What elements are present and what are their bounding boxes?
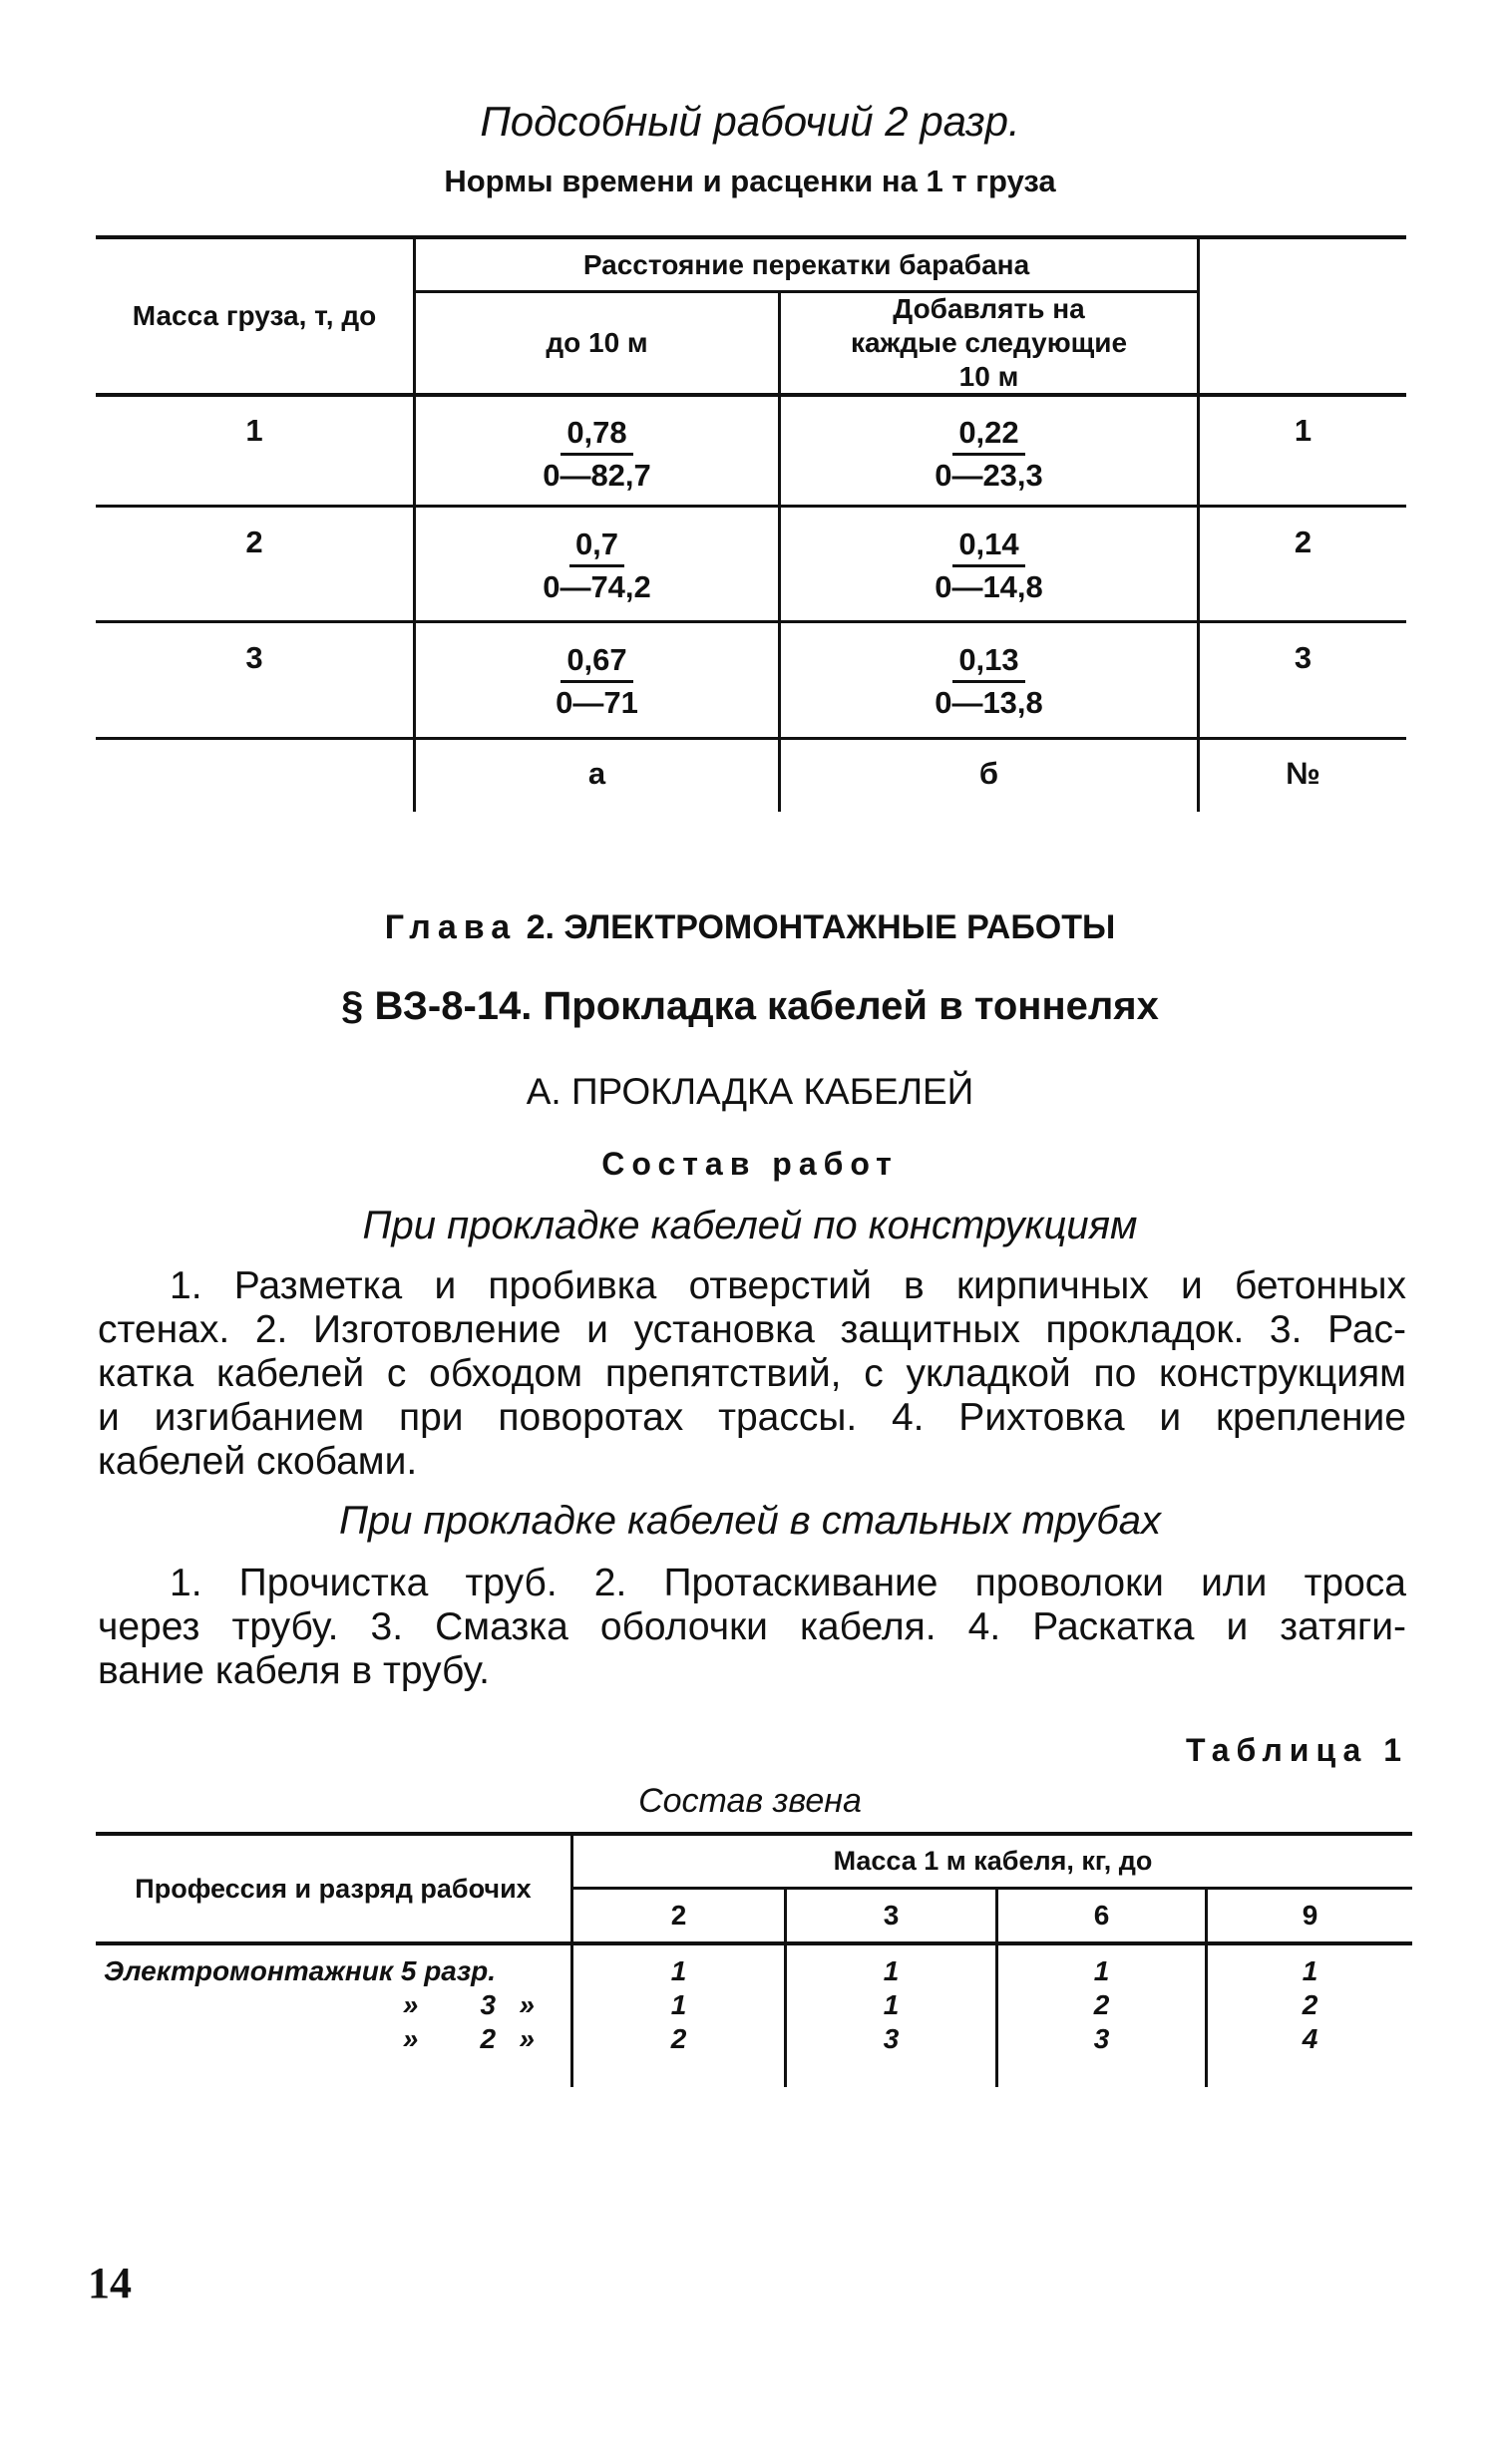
profession-row: » 3 » — [402, 1989, 535, 2020]
col-b-header: Добавлять на каждые следующие 10 м — [850, 293, 1128, 392]
col-9-header: 9 — [1302, 1900, 1318, 1931]
para2-line: через трубу. 3. Смазка оболочки кабеля. 4. Раскатка и затяги- — [98, 1605, 1406, 1648]
crew-value: 4 — [1302, 2023, 1318, 2054]
footer-no: № — [1286, 756, 1320, 791]
footer-a: а — [587, 756, 606, 791]
row2-no: 2 — [1294, 525, 1312, 559]
crew-value: 1 — [670, 1955, 687, 1986]
paragraph-pipes — [98, 1562, 1406, 1693]
section-title: § ВЗ-8-14. Прокладка кабелей в тоннелях — [341, 984, 1159, 1028]
col-group-header: Расстояние перекатки барабана — [582, 248, 1030, 280]
profession-row: Электромонтажник 5 разр. — [104, 1955, 497, 1986]
chapter-label: Глава — [384, 908, 518, 946]
para2-line: 1. Прочистка труб. 2. Протаскивание проволоки или троса — [170, 1562, 1406, 1604]
row1-a — [416, 413, 778, 496]
profession-row: » 2 » — [402, 2023, 535, 2054]
table-label: Таблица 1 — [1185, 1732, 1408, 1768]
col-mass-group-header: Масса 1 м кабеля, кг, до — [833, 1846, 1153, 1876]
row1-b-time: 0,22 — [952, 413, 1024, 456]
crew-value: 1 — [883, 1989, 900, 2020]
row1-a-rate: 0—82,7 — [543, 458, 651, 493]
crew-value: 3 — [1093, 2023, 1110, 2054]
row1-b-rate: 0—23,3 — [935, 458, 1043, 493]
row3-mass: 3 — [245, 640, 263, 675]
sub-heading-constructions: При прокладке кабелей по конструкциям — [362, 1204, 1138, 1247]
col-6-header: 6 — [1093, 1900, 1110, 1931]
para1-line: кабелей скобами. — [98, 1440, 418, 1483]
para1-line: 1. Разметка и пробивка отверстий в кирпичных и бетонных — [170, 1264, 1406, 1307]
para2-line: вание кабеля в трубу. — [98, 1649, 490, 1692]
crew-value: 2 — [1302, 1989, 1318, 2020]
row1-b — [781, 413, 1197, 496]
page-number: 14 — [88, 2259, 132, 2307]
crew-value: 2 — [1093, 1989, 1110, 2020]
row3-a-time: 0,67 — [561, 640, 632, 683]
row2-b-rate: 0—14,8 — [935, 569, 1043, 604]
para1-line: и изгибанием при поворотах трассы. 4. Рихтовка и крепление — [98, 1396, 1406, 1439]
col-2-header: 2 — [670, 1900, 687, 1931]
chapter-heading — [0, 905, 1500, 949]
row3-b-time: 0,13 — [952, 640, 1024, 683]
row1-no: 1 — [1294, 413, 1312, 448]
work-composition-heading: Состав работ — [601, 1146, 899, 1182]
para1-line: катка кабелей с обходом препятствий, с укладкой по конструкциям — [98, 1352, 1406, 1395]
crew-table — [96, 1832, 1412, 2071]
row2-a — [416, 525, 778, 607]
footer-b: б — [978, 756, 999, 791]
row1-mass: 1 — [245, 413, 263, 448]
crew-value: 1 — [1093, 1955, 1110, 1986]
col-mass-header: Масса груза, т, до — [132, 300, 377, 331]
para1-line: стенах. 2. Изготовление и установка защитных прокладок. 3. Рас- — [98, 1308, 1406, 1351]
subsection-title: А. ПРОКЛАДКА КАБЕЛЕЙ — [526, 1071, 974, 1112]
crew-value: 3 — [883, 2023, 900, 2054]
crew-value: 1 — [670, 1989, 687, 2020]
paragraph-constructions — [98, 1264, 1406, 1484]
col-3-header: 3 — [883, 1900, 900, 1931]
row3-b-rate: 0—13,8 — [935, 685, 1043, 720]
row3-b — [781, 640, 1197, 723]
row2-b-time: 0,14 — [952, 525, 1024, 567]
col-profession-header: Профессия и разряд рабочих — [135, 1873, 532, 1904]
row2-mass: 2 — [245, 525, 263, 559]
crew-value: 1 — [883, 1955, 900, 1986]
norms-table — [96, 235, 1406, 812]
row2-a-time: 0,7 — [569, 525, 624, 567]
norms-title: Нормы времени и расценки на 1 т груза — [444, 164, 1056, 198]
sub-heading-pipes: При прокладке кабелей в стальных трубах — [338, 1499, 1162, 1543]
row2-a-rate: 0—74,2 — [543, 569, 651, 604]
table-title: Состав звена — [638, 1782, 862, 1820]
worker-title: Подсобный рабочий 2 разр. — [480, 98, 1020, 145]
col-a-header: до 10 м — [546, 327, 648, 358]
row1-a-time: 0,78 — [561, 413, 632, 456]
row3-a — [416, 640, 778, 723]
chapter-title: 2. ЭЛЕКТРОМОНТАЖНЫЕ РАБОТЫ — [526, 908, 1116, 946]
crew-value: 1 — [1302, 1955, 1318, 1986]
row3-no: 3 — [1294, 640, 1312, 675]
row2-b — [781, 525, 1197, 607]
row3-a-rate: 0—71 — [556, 685, 638, 720]
crew-value: 2 — [670, 2023, 687, 2054]
